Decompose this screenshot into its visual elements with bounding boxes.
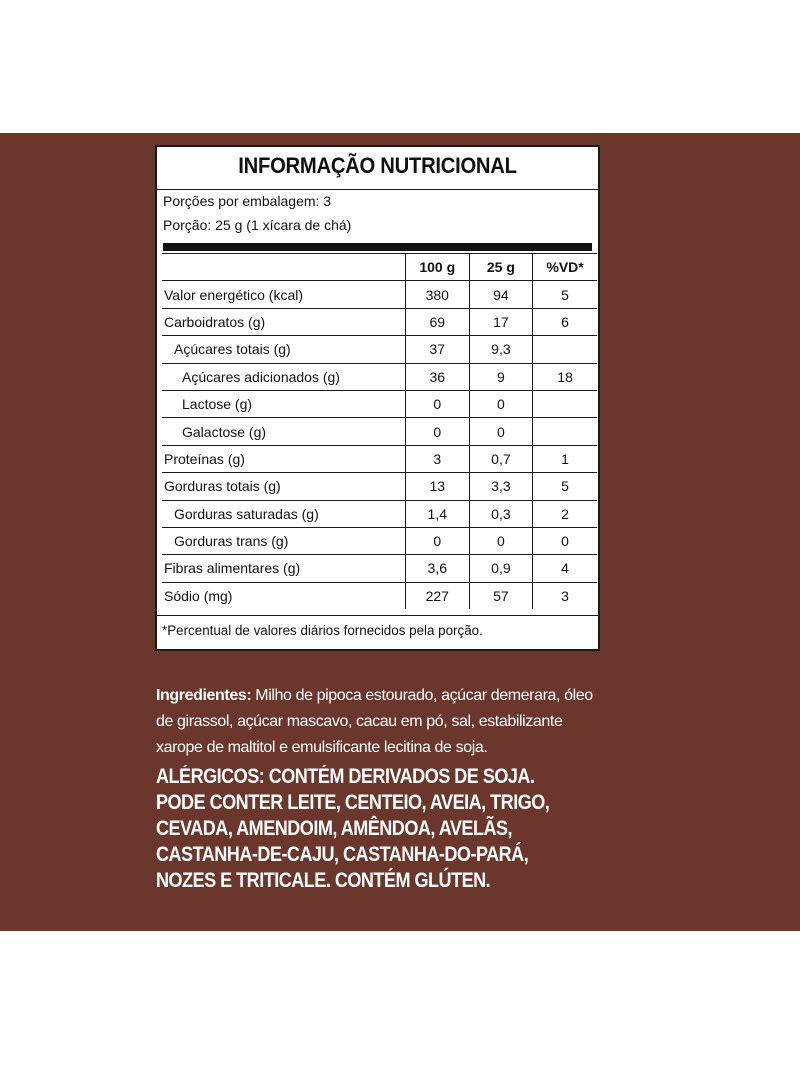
nutrition-title: INFORMAÇÃO NUTRICIONAL bbox=[238, 153, 517, 178]
value-vd: 4 bbox=[533, 555, 597, 582]
ingredients-label: Ingredientes: bbox=[156, 687, 252, 704]
nutrient-name: Açúcares adicionados (g) bbox=[162, 363, 405, 390]
value-vd: 18 bbox=[533, 363, 597, 390]
nutrient-name: Açúcares totais (g) bbox=[162, 336, 405, 363]
table-row bbox=[162, 418, 597, 445]
value-100g: 380 bbox=[405, 281, 469, 308]
table-row bbox=[162, 308, 597, 335]
nutrient-name: Galactose (g) bbox=[162, 418, 405, 445]
value-25g: 0 bbox=[469, 418, 532, 445]
nutrient-name: Gorduras saturadas (g) bbox=[162, 500, 405, 527]
title-divider bbox=[157, 189, 598, 190]
value-100g: 1,4 bbox=[405, 500, 469, 527]
allergens-warning: ALÉRGICOS: CONTÉM DERIVADOS DE SOJA. PODE CONTER LEITE, CENTEIO, AVEIA, TRIGO, CEVADA, AMENDOIM, AMÊNDOA, AVELÃS, CASTANHA-DE-CAJU, CASTANHA-DO-PARÁ, NOZES E TRITICALE. CONTÉM GLÚTEN. bbox=[156, 765, 550, 892]
table-header-row bbox=[162, 254, 597, 281]
table-row bbox=[162, 582, 597, 609]
nutrition-facts-panel bbox=[155, 145, 600, 651]
header-nutrient bbox=[162, 254, 405, 281]
ingredients-list: Milho de pipoca estourado, açúcar demerara, óleo de girassol, açúcar mascavo, cacau em pó, sal, estabilizante xarope de maltitol e emulsificante lecitina de soja. bbox=[156, 687, 593, 756]
value-25g: 94 bbox=[469, 281, 532, 308]
value-25g: 17 bbox=[469, 308, 532, 335]
value-vd: 0 bbox=[533, 527, 597, 554]
serving-size: Porção: 25 g (1 xícara de chá) bbox=[163, 217, 352, 233]
footnote-divider bbox=[157, 615, 598, 616]
value-100g: 0 bbox=[405, 418, 469, 445]
value-vd: 3 bbox=[533, 582, 597, 609]
value-vd: 6 bbox=[533, 308, 597, 335]
header-100g: 100 g bbox=[405, 254, 469, 281]
value-100g: 0 bbox=[405, 390, 469, 417]
value-25g: 57 bbox=[469, 582, 532, 609]
value-100g: 227 bbox=[405, 582, 469, 609]
nutrient-name: Valor energético (kcal) bbox=[162, 281, 405, 308]
nutrient-name: Gorduras trans (g) bbox=[162, 527, 405, 554]
header-vd: %VD* bbox=[533, 254, 597, 281]
value-vd bbox=[533, 390, 597, 417]
table-row bbox=[162, 527, 597, 554]
table-row bbox=[162, 390, 597, 417]
nutrient-name: Fibras alimentares (g) bbox=[162, 555, 405, 582]
value-25g: 9 bbox=[469, 363, 532, 390]
servings-per-package: Porções por embalagem: 3 bbox=[163, 193, 332, 209]
value-25g: 0 bbox=[469, 527, 532, 554]
header-25g: 25 g bbox=[469, 254, 532, 281]
value-vd bbox=[533, 418, 597, 445]
table-row bbox=[162, 500, 597, 527]
value-vd: 1 bbox=[533, 445, 597, 472]
value-25g: 0,7 bbox=[469, 445, 532, 472]
value-25g: 3,3 bbox=[469, 473, 532, 500]
footnote: *Percentual de valores diários fornecidos pela porção. bbox=[162, 623, 483, 638]
value-100g: 3 bbox=[405, 445, 469, 472]
nutrient-name: Lactose (g) bbox=[162, 390, 405, 417]
nutrient-name: Gorduras totais (g) bbox=[162, 473, 405, 500]
thick-divider bbox=[163, 243, 592, 251]
value-25g: 0,9 bbox=[469, 555, 532, 582]
value-25g: 0,3 bbox=[469, 500, 532, 527]
table-row bbox=[162, 281, 597, 308]
table-row bbox=[162, 473, 597, 500]
value-vd bbox=[533, 336, 597, 363]
value-vd: 5 bbox=[533, 281, 597, 308]
table-row bbox=[162, 445, 597, 472]
value-100g: 0 bbox=[405, 527, 469, 554]
table-row bbox=[162, 363, 597, 390]
value-vd: 5 bbox=[533, 473, 597, 500]
value-100g: 36 bbox=[405, 363, 469, 390]
ingredients-text bbox=[156, 683, 606, 761]
table-row bbox=[162, 555, 597, 582]
nutrient-name: Carboidratos (g) bbox=[162, 308, 405, 335]
table-row bbox=[162, 336, 597, 363]
nutrient-name: Sódio (mg) bbox=[162, 582, 405, 609]
nutrition-table bbox=[162, 253, 597, 609]
value-100g: 13 bbox=[405, 473, 469, 500]
value-100g: 69 bbox=[405, 308, 469, 335]
value-25g: 0 bbox=[469, 390, 532, 417]
nutrient-name: Proteínas (g) bbox=[162, 445, 405, 472]
value-25g: 9,3 bbox=[469, 336, 532, 363]
value-vd: 2 bbox=[533, 500, 597, 527]
value-100g: 37 bbox=[405, 336, 469, 363]
value-100g: 3,6 bbox=[405, 555, 469, 582]
